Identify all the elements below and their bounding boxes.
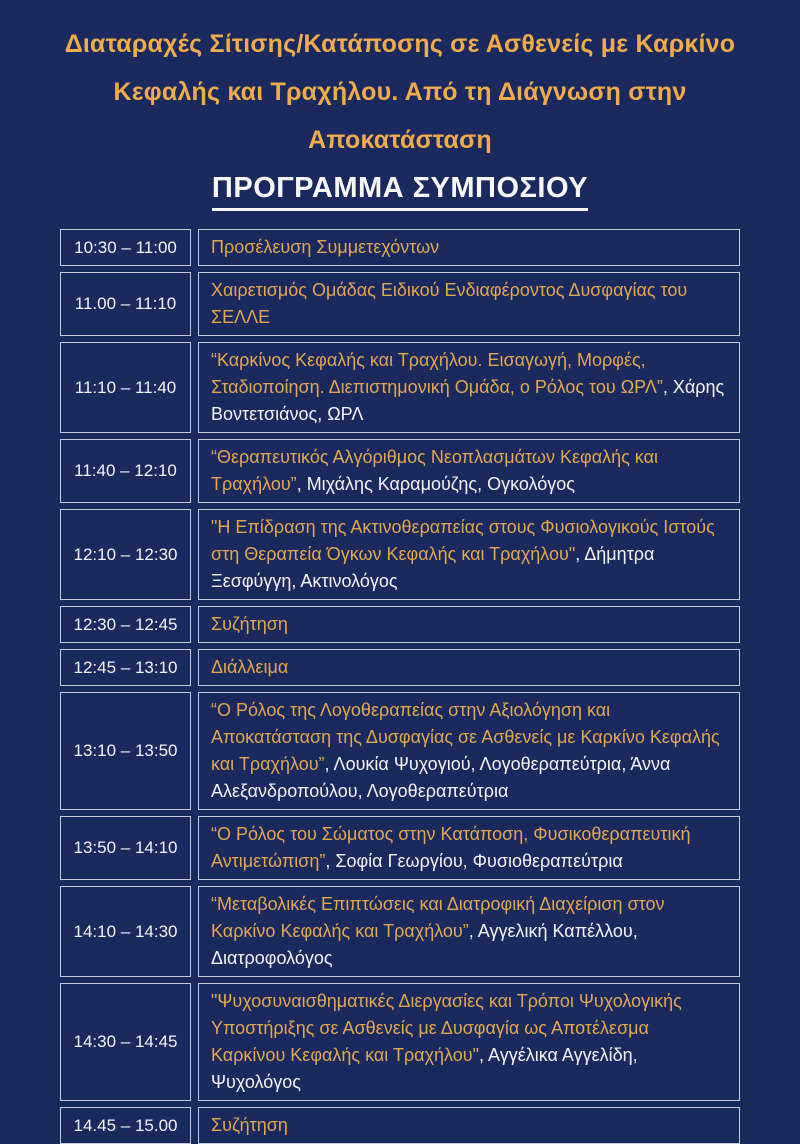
schedule-row	[60, 606, 740, 643]
time-slot: 10:30 – 11:00	[60, 229, 191, 266]
session-title: “Ο Ρόλος του Σώματος στην Κατάποση, Φυσικοθεραπευτική Αντιμετώπιση”	[211, 824, 691, 871]
session-title: Διάλλειμα	[211, 657, 289, 677]
session-cell	[198, 272, 740, 336]
time-slot: 14:30 – 14:45	[60, 983, 191, 1101]
time-slot: 14:10 – 14:30	[60, 886, 191, 977]
session-speakers: , Σοφία Γεωργίου, Φυσιοθεραπεύτρια	[325, 851, 623, 871]
session-title: “Καρκίνος Κεφαλής και Τραχήλου. Εισαγωγή, Μορφές, Σταδιοποίηση. Διεπιστημονική Ομάδα, ο Ρόλος του ΩΡΛ”	[211, 350, 663, 397]
page-title-line2: Κεφαλής και Τραχήλου. Από τη Διάγνωση στην Αποκατάσταση	[113, 78, 687, 154]
schedule-row	[60, 229, 740, 266]
session-title: “Ο Ρόλος της Λογοθεραπείας στην Αξιολόγηση και Αποκατάσταση της Δυσφαγίας σε Ασθενείς με Καρκίνο Κεφαλής και Τραχήλου”	[211, 700, 720, 774]
session-title: Προσέλευση Συμμετεχόντων	[211, 237, 440, 257]
time-slot: 11:10 – 11:40	[60, 342, 191, 433]
schedule-row	[60, 816, 740, 880]
time-slot: 12:30 – 12:45	[60, 606, 191, 643]
subtitle-wrap	[0, 172, 800, 211]
time-slot: 14.45 – 15.00	[60, 1107, 191, 1144]
schedule-row	[60, 509, 740, 600]
schedule-row	[60, 1107, 740, 1144]
session-title: “Μεταβολικές Επιπτώσεις και Διατροφική Διαχείριση στον Καρκίνο Κεφαλής και Τραχήλου”	[211, 894, 665, 941]
session-cell	[198, 649, 740, 686]
schedule-row	[60, 439, 740, 503]
session-title: “Θεραπευτικός Αλγόριθμος Νεοπλασμάτων Κεφαλής και Τραχήλου”	[211, 447, 658, 494]
session-cell	[198, 606, 740, 643]
time-slot: 11.00 – 11:10	[60, 272, 191, 336]
session-title: "Η Επίδραση της Ακτινοθεραπείας στους Φυσιολογικούς Ιστούς στη Θεραπεία Όγκων Κεφαλής και Τραχήλου"	[211, 517, 715, 564]
session-cell	[198, 509, 740, 600]
time-slot: 11:40 – 12:10	[60, 439, 191, 503]
session-speakers: , Λουκία Ψυχογιού, Λογοθεραπεύτρια, Άννα Αλεξανδροπούλου, Λογοθεραπεύτρια	[211, 754, 671, 801]
session-title: Συζήτηση	[211, 1115, 288, 1135]
session-speakers: , Αγγέλικα Αγγελίδη, Ψυχολόγος	[211, 1045, 638, 1092]
time-slot: 12:10 – 12:30	[60, 509, 191, 600]
session-title: Συζήτηση	[211, 614, 288, 634]
session-speakers: , Χάρης Βοντετσιάνος, ΩΡΛ	[211, 377, 725, 424]
time-slot: 13:10 – 13:50	[60, 692, 191, 810]
program-subtitle: ΠΡΟΓΡΑΜΜΑ ΣΥΜΠΟΣΙΟΥ	[212, 172, 588, 211]
session-cell	[198, 439, 740, 503]
time-slot: 13:50 – 14:10	[60, 816, 191, 880]
schedule-row	[60, 342, 740, 433]
session-title: "Ψυχοσυναισθηματικές Διεργασίες και Τρόποι Ψυχολογικής Υποστήριξης σε Ασθενείς με Δυσφαγία ως Αποτέλεσμα Καρκίνου Κεφαλής και Τραχήλου"	[211, 991, 682, 1065]
session-cell	[198, 692, 740, 810]
time-slot: 12:45 – 13:10	[60, 649, 191, 686]
page-title	[0, 20, 800, 164]
session-cell	[198, 886, 740, 977]
session-title: Χαιρετισμός Ομάδας Ειδικού Ενδιαφέροντος Δυσφαγίας του ΣΕΛΛΕ	[211, 280, 688, 327]
schedule-row	[60, 886, 740, 977]
session-cell	[198, 983, 740, 1101]
schedule-row	[60, 649, 740, 686]
session-cell	[198, 1107, 740, 1144]
schedule-row	[60, 692, 740, 810]
session-speakers: , Δήμητρα Ξεσφύγγη, Ακτινολόγος	[211, 544, 655, 591]
page-title-line1: Διαταραχές Σίτισης/Κατάποσης σε Ασθενείς με Καρκίνο	[64, 30, 736, 58]
session-cell	[198, 342, 740, 433]
session-cell	[198, 816, 740, 880]
schedule-row	[60, 272, 740, 336]
session-speakers: , Αγγελική Καπέλλου, Διατροφολόγος	[211, 921, 638, 968]
session-speakers: , Μιχάλης Καραμούζης, Ογκολόγος	[296, 474, 575, 494]
schedule-table	[60, 229, 740, 1144]
schedule-row	[60, 983, 740, 1101]
session-cell	[198, 229, 740, 266]
